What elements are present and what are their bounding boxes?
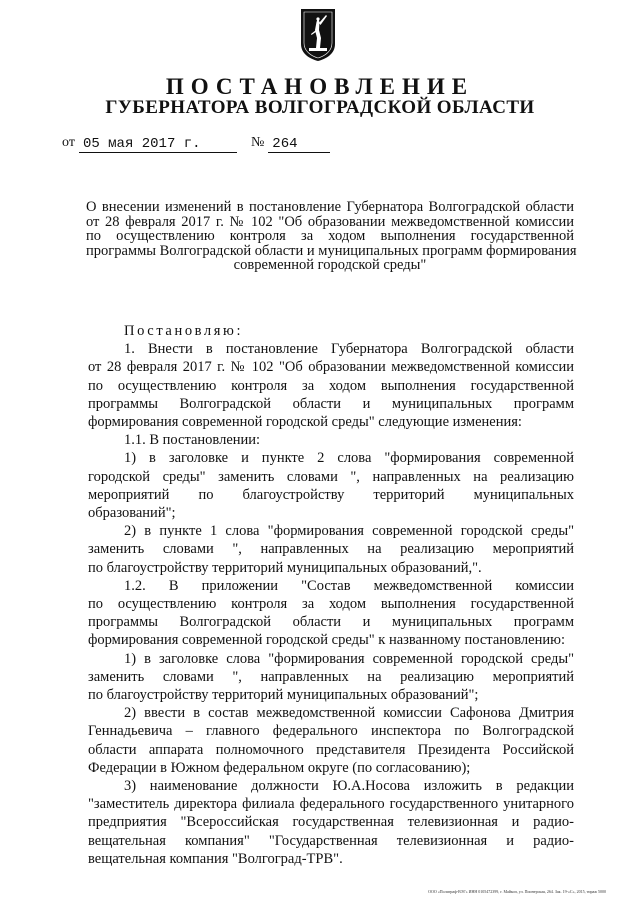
number-field: 264 [268, 135, 330, 153]
text-line: программы Волгоградской области и муниципальных программ [88, 614, 574, 631]
issuer-title: ГУБЕРНАТОРА ВОЛГОГРАДСКОЙ ОБЛАСТИ [105, 97, 535, 118]
text-line: 1. Внести в постановление Губернатора Волгоградской области [124, 341, 574, 358]
paragraph-1 [88, 340, 574, 431]
text-line: 2) ввести в состав межведомственной комиссии Сафонова Дмитрия [124, 705, 574, 722]
text-line: городской среды" заменить словами ", направленных на реализацию [88, 468, 574, 485]
paragraph-1-2-1 [88, 650, 574, 705]
text-line: 2) в пункте 1 слова "формирования современной городской среды" [124, 523, 574, 540]
date-field: 05 мая 2017 г. [79, 135, 237, 153]
text-line: 1.2. В приложении "Состав межведомственной комиссии [124, 577, 574, 594]
text-line: от 28 февраля 2017 г. № 102 "Об образовании межведомственной комиссии [88, 359, 574, 376]
subject-line: от 28 февраля 2017 г. № 102 "Об образовании межведомственной комиссии [86, 213, 574, 230]
document-subject [86, 199, 577, 274]
subject-line: по осуществлению контроля за ходом выполнения государственной [86, 228, 574, 245]
text-line: "заместитель директора филиала федерального государственного унитарного [88, 796, 574, 813]
paragraph-1-1-1 [88, 449, 574, 522]
paragraph-1-2-3 [88, 777, 574, 868]
text-line: по осуществлению контроля за ходом выполнения государственной [88, 596, 574, 613]
text-line: 1) в заголовке слова "формирования современной городской среды" [124, 650, 574, 667]
document-meta [62, 133, 330, 153]
date-label: от [62, 135, 75, 150]
text-line: мероприятий по благоустройству территорий муниципальных [88, 486, 574, 503]
subject-line: программы Волгоградской области и муниципальных программ формирования [86, 242, 577, 259]
text-line: формирования современной городской среды" к названному постановлению: [88, 632, 565, 649]
text-line: по осуществлению контроля за ходом выполнения государственной [88, 377, 574, 394]
text-line: предприятия "Всероссийская государственная телевизионная и радио- [88, 814, 574, 831]
text-line: области аппарата полномочного представителя Президента Российской [88, 741, 574, 758]
text-line: вещательная компания "Волгоград-ТРВ". [88, 850, 343, 867]
subject-line: О внесении изменений в постановление Губернатора Волгоградской области [86, 199, 574, 215]
decree-word: Постановляю: [124, 323, 244, 339]
text-line: 1) в заголовке и пункте 2 слова "формирования современной [124, 450, 574, 467]
text-line: по благоустройству территорий муниципальных образований"; [88, 687, 479, 704]
text-line: Геннадьевича – главного федерального инспектора по Волгоградской [88, 723, 574, 740]
text-line: 3) наименование должности Ю.А.Носова изложить в редакции [124, 778, 574, 795]
paragraph-1-1-2 [88, 522, 574, 577]
coat-of-arms-emblem [300, 8, 336, 62]
document-body [88, 322, 574, 868]
number-label: № [250, 135, 265, 150]
text-line: вещательная компания" "Государственная телевизионная и радио- [88, 832, 574, 849]
paragraph-1-2-2 [88, 704, 574, 777]
subject-line: современной городской среды" [233, 257, 427, 274]
text-line: заменить словами ", направленных на реализацию мероприятий [88, 668, 574, 685]
text-line: Федерации в Южном федеральном округе (по согласованию); [88, 759, 471, 776]
paragraph-1-1: 1.1. В постановлении: [124, 432, 261, 449]
document-type-title: ПОСТАНОВЛЕНИЕ [165, 74, 475, 99]
paragraph-1-2 [88, 577, 574, 650]
text-line: по благоустройству территорий муниципальных образований,". [88, 559, 482, 576]
text-line: заменить словами ", направленных на реализацию мероприятий [88, 541, 574, 558]
printer-imprint: ООО «Полиграф-ВЭГ» ИНН 0105472399, г. Майкоп, ул. Пионерская, 264. Зак. 19-«С», 2015, тираж 5000 [428, 889, 606, 894]
text-line: формирования современной городской среды" следующие изменения: [88, 414, 522, 431]
text-line: программы Волгоградской области и муниципальных программ [88, 395, 574, 412]
text-line: образований"; [88, 505, 176, 522]
